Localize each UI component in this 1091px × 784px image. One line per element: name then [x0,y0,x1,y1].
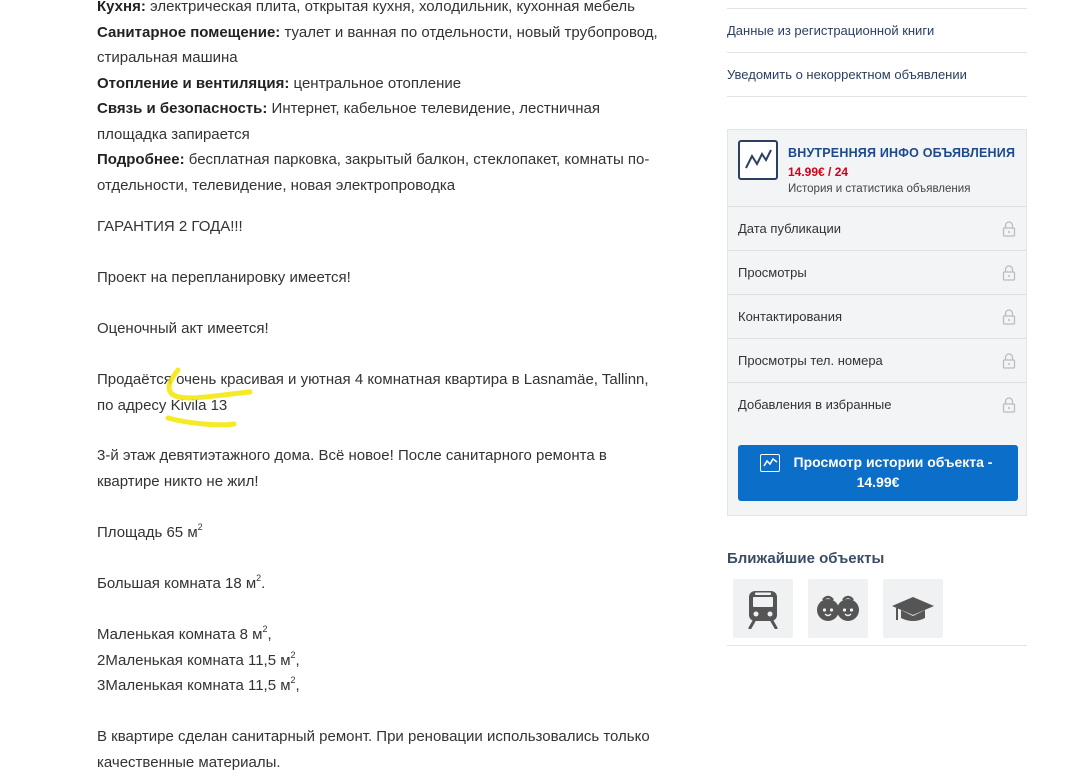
desc-renovation: В квартире сделан санитарный ремонт. При реновации использовались только качественные материалы. [97,728,650,771]
desc-guarantee: ГАРАНТИЯ 2 ГОДА!!! [97,218,243,235]
chart-icon [738,140,778,180]
stats-list [728,206,1026,426]
info-price: 14.99€ / 24 [788,165,849,179]
kids-icon[interactable] [808,579,868,638]
graduation-cap-icon[interactable] [883,579,943,638]
stat-row-published[interactable]: Дата публикации [728,206,1026,250]
stat-row-contacts[interactable]: Контактирования [728,294,1026,338]
view-history-button[interactable]: Просмотр истории объекта - 14.99€ [738,445,1018,501]
property-details [97,0,697,198]
sidebar-links [727,8,1027,97]
link-report-ad[interactable]: Уведомить о некорректном объявлении [727,52,1027,96]
detail-heating: Отопление и вентиляция: центральное отопление [97,74,462,92]
detail-bathroom-cont: стиральная машина [97,49,238,66]
train-icon[interactable] [733,579,793,638]
detail-security: Связь и безопасность: Интернет, кабельное телевидение, лестничная [97,100,600,117]
info-header [738,140,1016,198]
detail-more: Подробнее: бесплатная парковка, закрытый балкон, стеклопакет, комнаты по- [97,151,650,168]
divider [727,645,1027,646]
desc-valuation: Оценочный акт имеется! [97,320,269,337]
desc-sale: Продаётся очень красивая и уютная 4 комнатная квартира в Lasnamäe, Tallinn, по адресу Kivila 13 [97,371,649,414]
nearby-title: Ближайшие объекты [727,550,885,567]
desc-project: Проект на перепланировку имеется! [97,269,351,286]
info-title: ВНУТРЕННЯЯ ИНФО ОБЪЯВЛЕНИЯ [788,146,1016,160]
lock-icon [1002,397,1016,413]
chart-icon [760,454,780,472]
nearby-icons [733,579,943,638]
detail-more-cont: отдельности, телевидение, новая электропроводка [97,176,456,194]
detail-kitchen: Кухня: электрическая плита, открытая кухня, холодильник, кухонная мебель [97,0,635,15]
lock-icon [1002,309,1016,325]
internal-info-panel [727,129,1027,516]
stat-row-favorites[interactable]: Добавления в избранные [728,382,1026,426]
link-land-registry[interactable]: Данные из регистрационной книги [727,8,1027,52]
detail-bathroom: Санитарное помещение: туалет и ванная по отдельности, новый трубопровод, [97,23,658,41]
lock-icon [1002,221,1016,237]
info-subtitle: История и статистика объявления [788,183,971,195]
detail-security-cont: площадка запирается [97,125,250,143]
stat-row-views[interactable]: Просмотры [728,250,1026,294]
desc-floor: 3-й этаж девятиэтажного дома. Всё новое! После санитарного ремонта в квартире никто не жил! [97,447,607,490]
divider [727,96,1027,97]
stat-row-phone-views[interactable]: Просмотры тел. номера [728,338,1026,382]
desc-area: Площадь 65 $м^2$ [97,522,203,541]
desc-big-room: Большая комната 18 $м^2$. [97,573,266,592]
lock-icon [1002,265,1016,281]
desc-small-rooms: Маленькая комната 8 $м^2$, 2Маленькая комната 11,5 $м^2$, 3Маленькая комната 11,5 $м^2$, [97,624,300,694]
lock-icon [1002,353,1016,369]
